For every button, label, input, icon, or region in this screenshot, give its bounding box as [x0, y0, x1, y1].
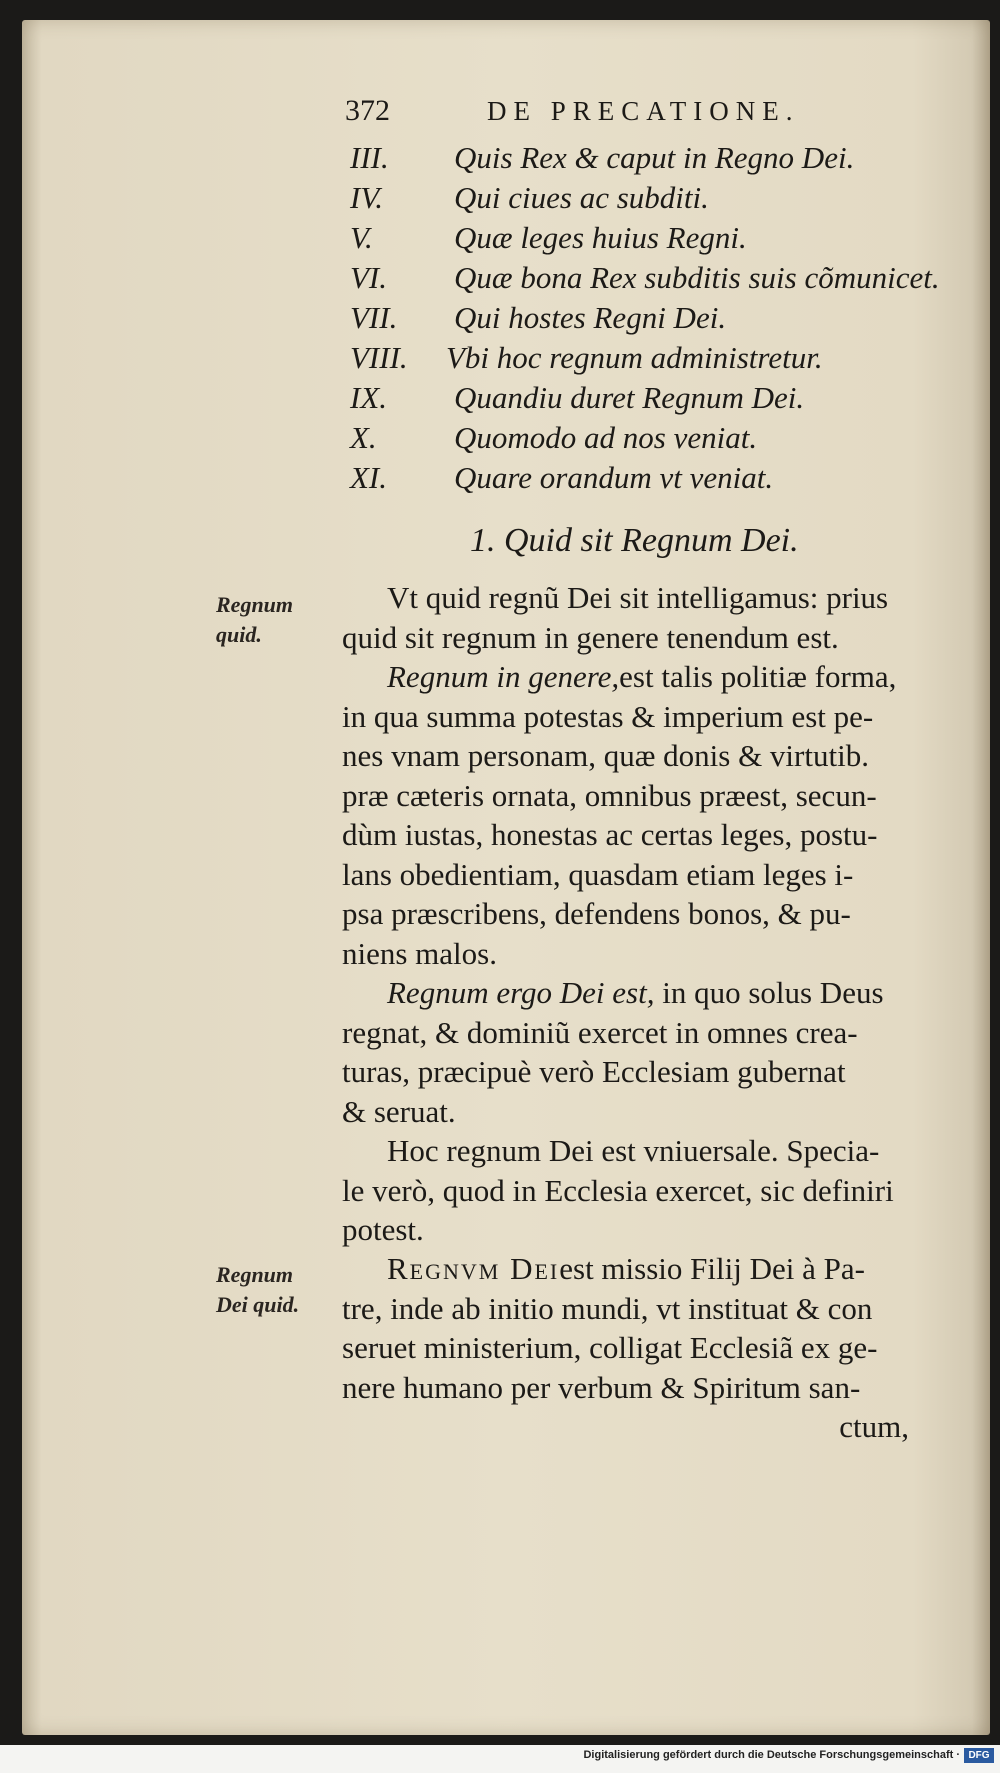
outline-number: IX. — [350, 380, 388, 415]
outline-number: V. — [350, 220, 373, 255]
outline-number: III. — [350, 140, 389, 175]
page-edge — [972, 20, 990, 1735]
paragraph-regnum-in-genere — [342, 657, 927, 973]
text-line: nere humano per verbum & Spiritum san- — [342, 1369, 861, 1405]
outline-item — [350, 220, 910, 260]
outline-text: Vbi hoc regnum administretur. — [446, 340, 823, 375]
outline-text: Quæ leges huius Regni. — [454, 220, 747, 255]
outline-text: Quis Rex & caput in Regno Dei. — [454, 140, 855, 175]
outline-text: Qui ciues ac subditi. — [454, 180, 709, 215]
text-line: seruet ministerium, colligat Ecclesiã ex ge- — [342, 1330, 878, 1365]
outline-number: VII. — [350, 300, 398, 335]
margin-note — [216, 1260, 299, 1320]
text-line: dùm iustas, honestas ac certas leges, postu- — [342, 817, 878, 852]
margin-note-line: quid. — [216, 622, 262, 647]
text-line: regnat, & dominiũ exercet in omnes crea- — [342, 1014, 858, 1050]
footer-credit: Digitalisierung gefördert durch die Deutsche Forschungsgemeinschaft · — [583, 1749, 960, 1761]
outline-number: VIII. — [350, 340, 408, 375]
text-line: nes vnam personam, quæ donis & virtutib. — [342, 738, 869, 773]
margin-note-line: Regnum — [216, 592, 294, 617]
outline-item — [350, 340, 910, 380]
paragraph-definition — [342, 1249, 927, 1447]
outline-item — [350, 380, 910, 420]
outline-text: Quare orandum vt veniat. — [454, 460, 774, 495]
text-line: psa præscribens, defendens bonos, & pu- — [342, 896, 851, 931]
text-line: Hoc regnum Dei est vniuersale. Specia- — [387, 1133, 880, 1168]
text-line: præ cæteris ornata, omnibus præest, secun- — [342, 777, 877, 813]
text-run: est missio Filij Dei à Pa- — [559, 1251, 865, 1286]
text-line: tre, inde ab initio mundi, vt instituat & con — [342, 1290, 873, 1326]
outline-item — [350, 300, 910, 340]
text-line: & seruat. — [342, 1093, 456, 1129]
text-run: in quo solus Deus — [662, 975, 884, 1010]
text-line: niens malos. — [342, 935, 497, 971]
text-line: in qua summa potestas & imperium est pe- — [342, 698, 874, 734]
page-number: 372 — [345, 94, 390, 127]
text-line — [342, 1249, 927, 1289]
running-title: DE PRECATIONE. — [487, 96, 800, 126]
paragraph-universal — [342, 1131, 927, 1250]
text-line: turas, præcipuè verò Ecclesiam gubernat — [342, 1054, 846, 1089]
text-line: lans obedientiam, quasdam etiam leges i- — [342, 856, 854, 892]
margin-note-line: Dei quid. — [216, 1292, 300, 1317]
footer-bar — [0, 1745, 1000, 1773]
italic-lead: Regnum in genere, — [387, 659, 620, 694]
text-line — [342, 973, 927, 1013]
text-line: Vt quid regnũ Dei sit intelligamus: prius — [387, 580, 889, 615]
text-line: ctum, — [839, 1409, 909, 1444]
outline-item — [350, 460, 910, 500]
text-line: potest. — [342, 1212, 424, 1247]
margin-note — [216, 590, 293, 650]
running-head — [335, 90, 855, 134]
margin-note-line: Regnum — [216, 1262, 294, 1287]
small-caps-lead: Regnvm Dei — [387, 1251, 560, 1286]
outline-number: XI. — [350, 460, 388, 495]
outline-text: Qui hostes Regni Dei. — [454, 300, 727, 335]
outline-text: Quomodo ad nos veniat. — [454, 420, 758, 455]
section-heading: 1. Quid sit Regnum Dei. — [470, 522, 799, 559]
outline-text: Quandiu duret Regnum Dei. — [454, 380, 805, 415]
outline-text: Quæ bona Rex subditis suis cõmunicet. — [454, 260, 940, 295]
outline-item — [350, 260, 940, 300]
outline-item — [350, 420, 910, 460]
outline-item — [350, 140, 910, 180]
italic-lead: Regnum ergo Dei est, — [387, 975, 655, 1010]
outline-item — [350, 180, 910, 220]
outline-number: VI. — [350, 260, 388, 295]
outline-number: X. — [350, 420, 377, 455]
outline-number: IV. — [350, 180, 384, 215]
chapter-outline — [350, 140, 940, 500]
text-line: quid sit regnum in genere tenendum est. — [342, 619, 839, 655]
text-line — [342, 657, 927, 697]
paragraph-regnum-dei — [342, 973, 927, 1131]
paragraph-definition-intro — [342, 578, 927, 657]
text-line: le verò, quod in Ecclesia exercet, sic definiri — [342, 1172, 894, 1208]
dfg-logo-icon: DFG — [964, 1748, 994, 1763]
text-run: est talis politiæ forma, — [619, 659, 897, 694]
